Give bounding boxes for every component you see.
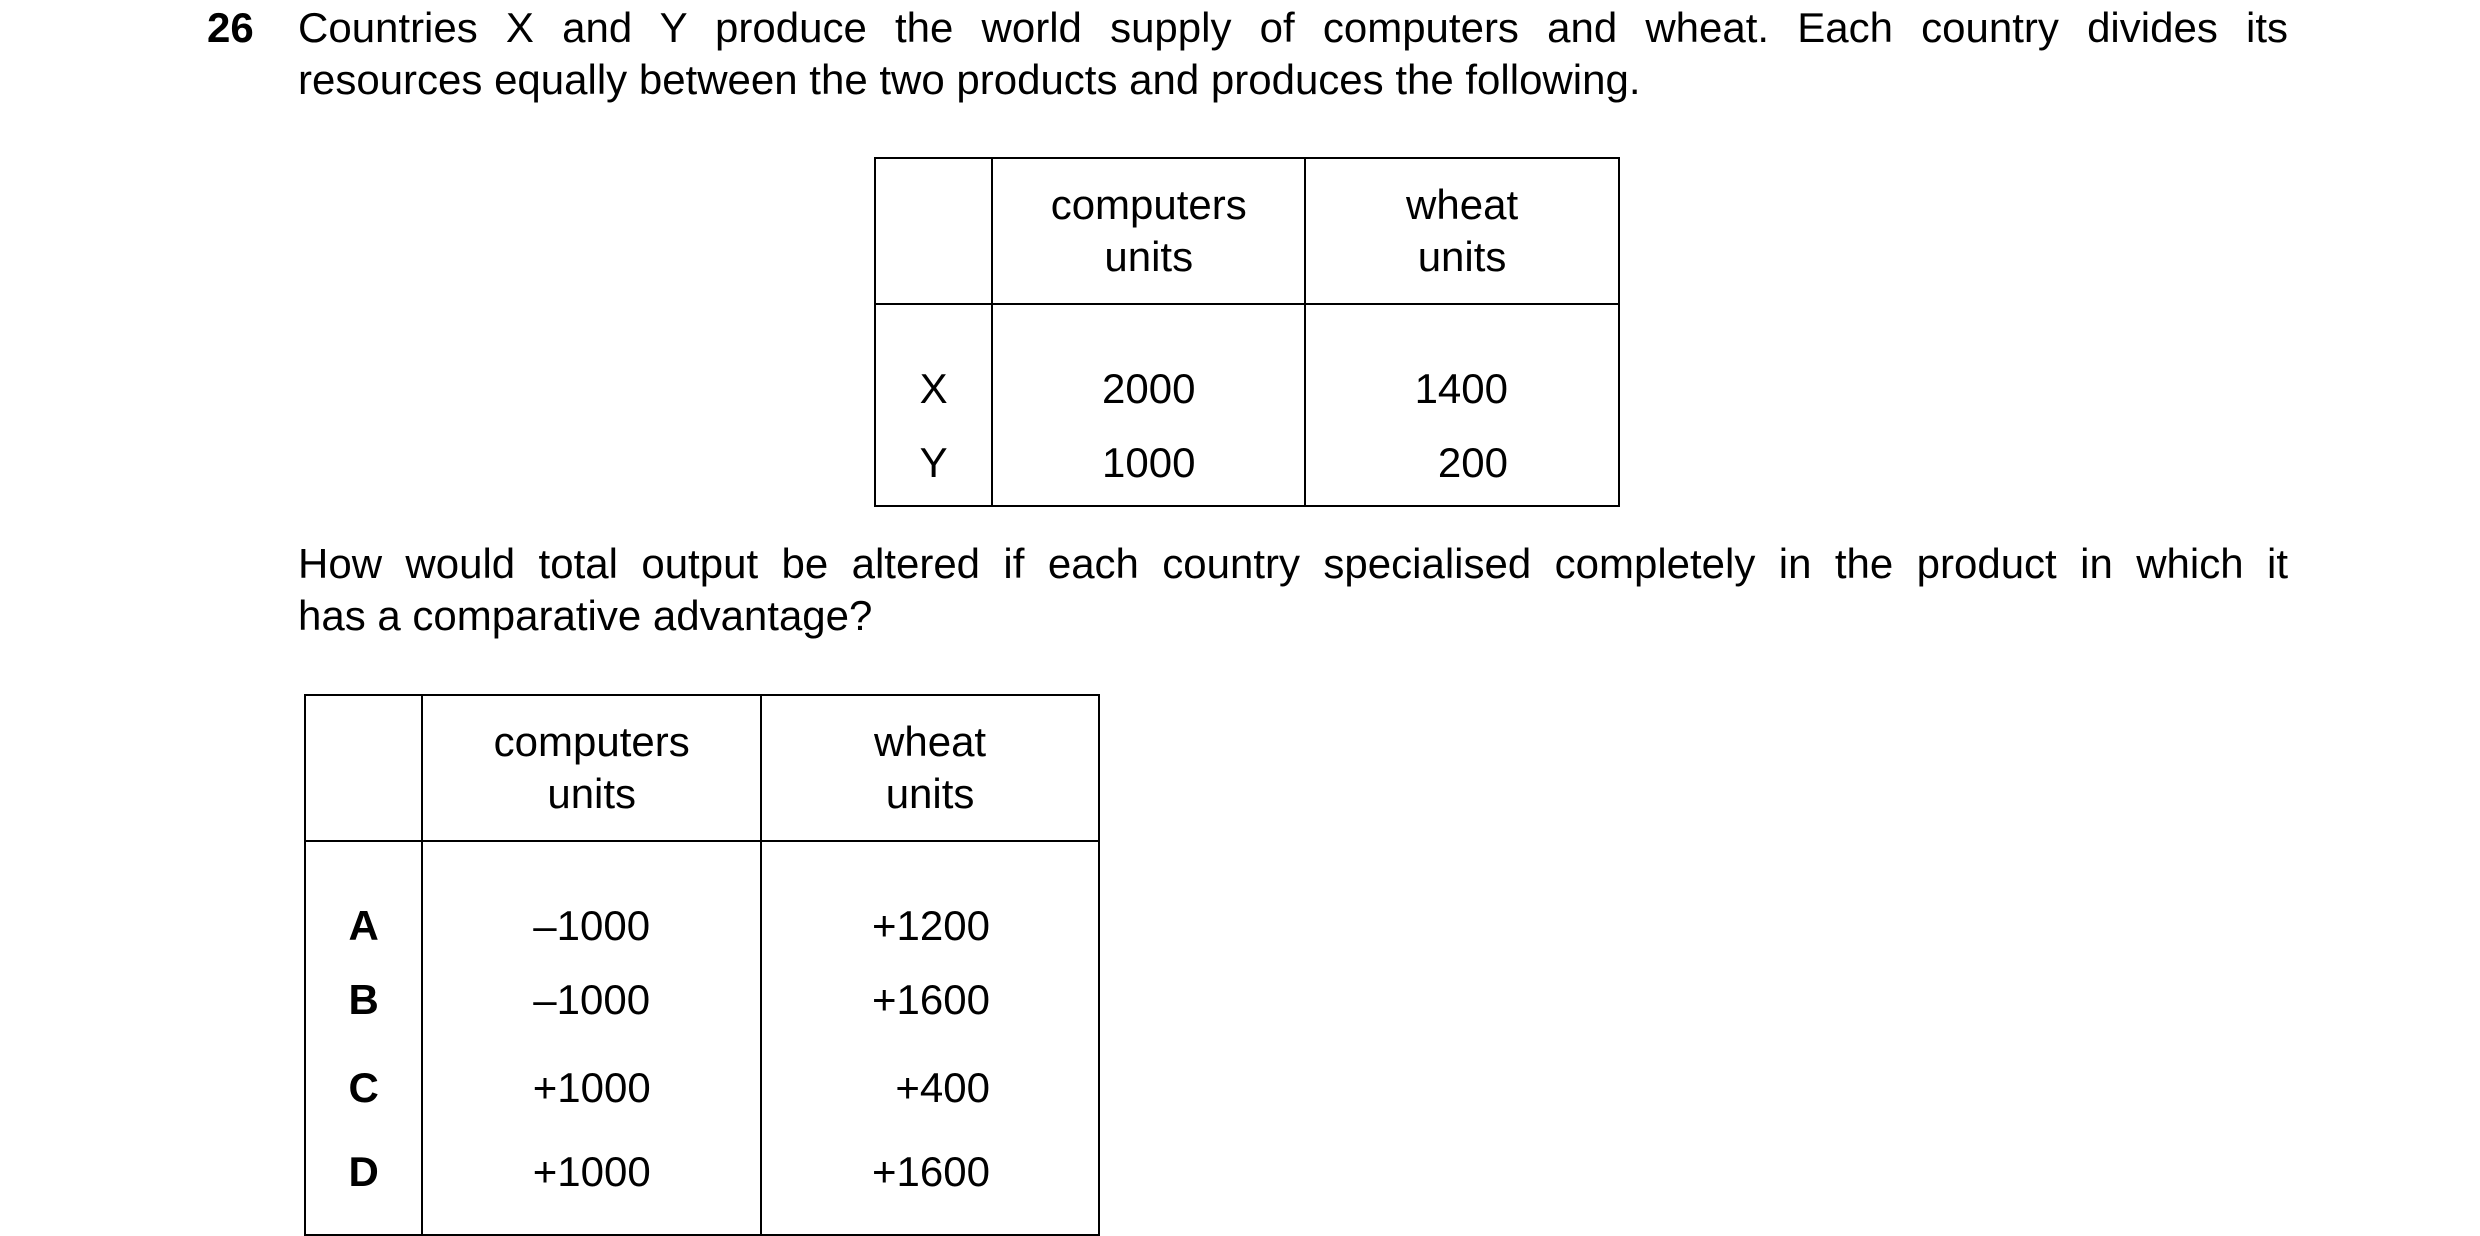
header-line: computers <box>493 718 690 765</box>
prompt-line-1: How would total output be altered if each country specialised completely in the product in which it <box>298 540 2288 587</box>
wheat-change: +1200 <box>872 902 990 949</box>
computers-value: 2000 <box>992 304 1305 421</box>
header-line: units <box>547 770 637 817</box>
header-line: units <box>885 770 975 817</box>
production-table-header-wheat <box>1305 158 1619 304</box>
option-letter: C <box>305 1044 422 1132</box>
stem-line-1: Countries X and Y produce the world supply of computers and wheat. Each country divides its <box>298 4 2288 51</box>
answer-option-a[interactable] <box>305 841 1099 956</box>
computers-change: –1000 <box>422 956 761 1044</box>
options-table-header-computers <box>422 695 761 841</box>
computers-change: –1000 <box>422 841 761 956</box>
computers-change: +1000 <box>422 1132 761 1235</box>
production-table <box>874 157 1620 507</box>
answer-options-table <box>304 694 1100 1236</box>
options-table-corner-cell <box>305 695 422 841</box>
table-row <box>875 304 1619 421</box>
options-table-header-row <box>305 695 1099 841</box>
wheat-change: +1600 <box>872 976 990 1023</box>
header-line: wheat <box>1406 181 1519 228</box>
header-line: wheat <box>874 718 987 765</box>
option-letter: A <box>305 841 422 956</box>
option-letter: D <box>305 1132 422 1235</box>
answer-option-c[interactable] <box>305 1044 1099 1132</box>
wheat-change: +400 <box>895 1064 990 1111</box>
header-line: units <box>1417 233 1507 280</box>
production-table-header-computers <box>992 158 1305 304</box>
question-prompt <box>298 538 2288 642</box>
options-table-header-wheat <box>761 695 1099 841</box>
stem-line-2: resources equally between the two products and produces the following. <box>298 56 1641 103</box>
answer-option-b[interactable] <box>305 956 1099 1044</box>
prompt-line-2: has a comparative advantage? <box>298 592 873 639</box>
table-row <box>875 421 1619 506</box>
question-stem <box>298 2 2288 106</box>
wheat-change: +1600 <box>872 1148 990 1195</box>
header-line: units <box>1104 233 1194 280</box>
option-letter: B <box>305 956 422 1044</box>
production-table-header-row <box>875 158 1619 304</box>
answer-option-d[interactable] <box>305 1132 1099 1235</box>
question-number: 26 <box>207 4 254 51</box>
computers-change: +1000 <box>422 1044 761 1132</box>
country-label: Y <box>875 421 992 506</box>
wheat-value: 1400 <box>1414 365 1508 412</box>
production-table-corner-cell <box>875 158 992 304</box>
wheat-value: 200 <box>1437 439 1508 486</box>
computers-value: 1000 <box>992 421 1305 506</box>
header-line: computers <box>1050 181 1247 228</box>
country-label: X <box>875 304 992 421</box>
